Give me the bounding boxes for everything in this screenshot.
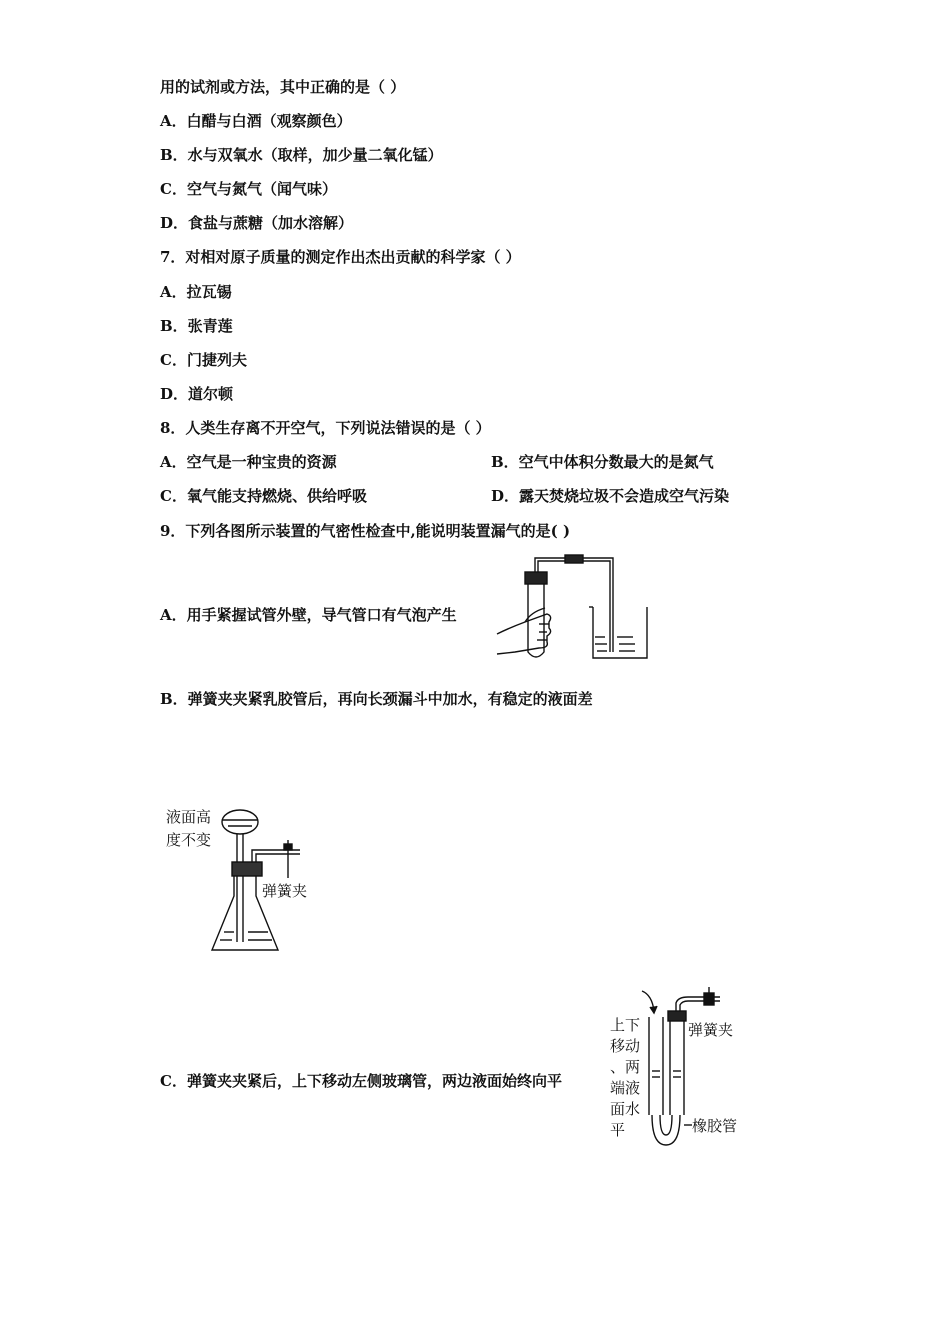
figure-c-left-text-3: 、两 — [610, 1058, 641, 1076]
q7-option-a[interactable]: A．拉瓦锡 — [160, 283, 232, 301]
figure-b-label-1: 液面高 — [166, 808, 212, 826]
figure-c-left-text-2: 移动 — [610, 1037, 641, 1055]
question-9-stem: 9．下列各图所示装置的气密性检查中,能说明装置漏气的是( ) — [160, 522, 571, 540]
q6-option-d[interactable]: D．食盐与蔗糖（加水溶解） — [160, 214, 354, 232]
q8-option-d[interactable]: D．露天焚烧垃圾不会造成空气污染 — [491, 487, 730, 505]
question-6-stem-tail: 用的试剂或方法，其中正确的是（ ） — [160, 78, 406, 96]
figure-a-apparatus — [495, 552, 665, 667]
figure-c-clamp-label: 弹簧夹 — [688, 1021, 734, 1039]
q9-option-c[interactable]: C．弹簧夹夹紧后，上下移动左侧玻璃管，两边液面始终向平 — [160, 1072, 562, 1090]
q6-option-a[interactable]: A．白醋与白酒（观察颜色） — [160, 112, 352, 130]
q7-option-b[interactable]: B．张青莲 — [160, 317, 233, 335]
q7-option-c[interactable]: C．门捷列夫 — [160, 351, 247, 369]
figure-b-label-2: 度不变 — [166, 831, 212, 849]
figure-c-left-text-5: 面水 — [610, 1100, 641, 1118]
q8-option-c[interactable]: C．氧气能支持燃烧、供给呼吸 — [160, 487, 367, 505]
figure-c-left-text-6: 平 — [610, 1121, 626, 1139]
q8-option-a[interactable]: A．空气是一种宝贵的资源 — [160, 453, 337, 471]
figure-c-apparatus — [608, 985, 753, 1155]
q9-option-b[interactable]: B．弹簧夹夹紧乳胶管后，再向长颈漏斗中加水，有稳定的液面差 — [160, 690, 593, 708]
q8-option-b[interactable]: B．空气中体积分数最大的是氮气 — [491, 453, 714, 471]
figure-b-clamp-label: 弹簧夹 — [262, 882, 308, 900]
figure-b-apparatus — [160, 800, 330, 960]
question-8-stem: 8．人类生存离不开空气，下列说法错误的是（ ） — [160, 419, 491, 437]
q6-option-c[interactable]: C．空气与氮气（闻气味） — [160, 180, 337, 198]
figure-c-left-text-4: 端液 — [610, 1079, 641, 1097]
q6-option-b[interactable]: B．水与双氧水（取样，加少量二氧化锰） — [160, 146, 443, 164]
q7-option-d[interactable]: D．道尔顿 — [160, 385, 234, 403]
q9-option-a[interactable]: A．用手紧握试管外壁，导气管口有气泡产生 — [160, 606, 457, 624]
figure-c-left-text-1: 上下 — [610, 1016, 641, 1034]
figure-c-tube-label: 橡胶管 — [692, 1117, 738, 1135]
question-7-stem: 7．对相对原子质量的测定作出杰出贡献的科学家（ ） — [160, 248, 521, 266]
